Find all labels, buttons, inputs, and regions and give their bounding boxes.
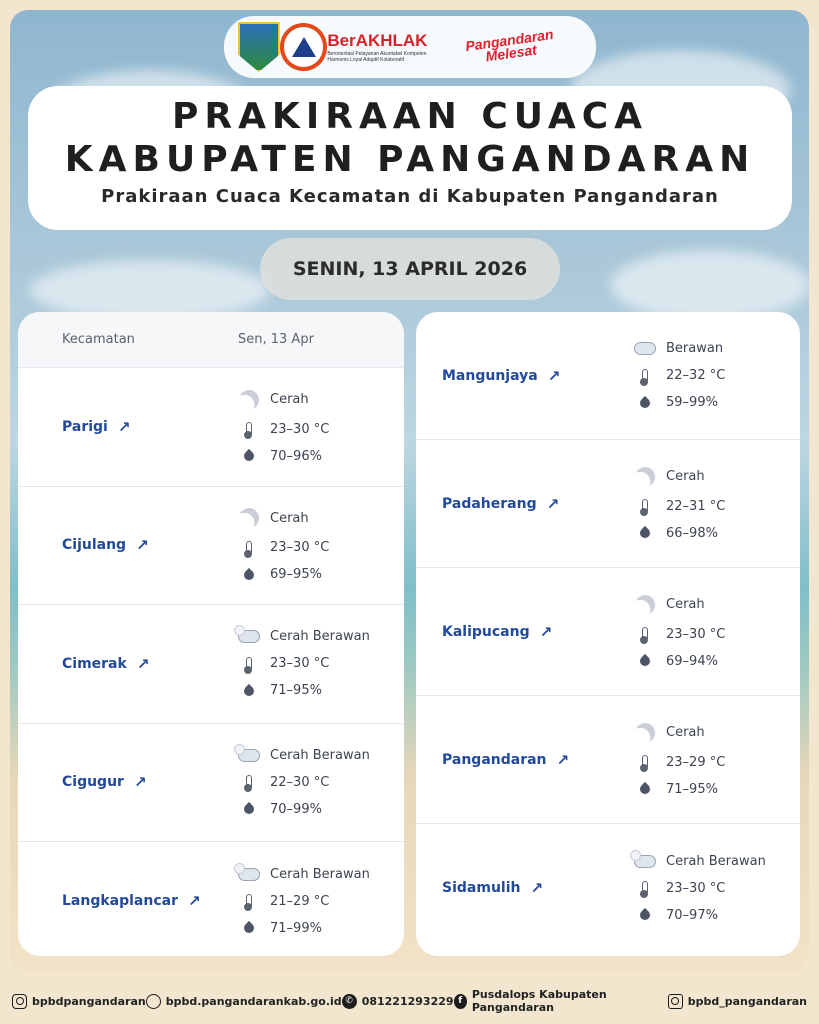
moon-icon [238,390,260,410]
district-link[interactable] [416,367,634,385]
temperature-range: 23–30 °C [666,880,726,896]
district-name[interactable]: Pangandaran [442,751,547,768]
footer-whatsapp[interactable]: ✆ 081221293229 [342,994,454,1009]
tiktok-icon [668,994,683,1009]
thermometer-icon [238,657,260,671]
thermometer-icon [634,369,656,383]
berakhlak-tagline: Berorientasi Pelayanan Akuntabel Kompeten Harmonis Loyal Adaptif Kolaboratif [327,51,427,63]
table-row [18,724,404,843]
humidity-range: 59–99% [666,395,718,410]
district-name[interactable]: Parigi [62,418,108,435]
temperature-range: 22–30 °C [270,774,330,790]
external-arrow-icon[interactable]: ↗ [136,536,149,555]
weather-condition: Cerah Berawan [270,747,370,763]
page-title-line2: KABUPATEN PANGANDARAN [64,139,756,180]
humidity-drop-icon [634,528,656,538]
date-badge: SENIN, 13 APRIL 2026 [260,238,560,300]
thermometer-icon [238,894,260,908]
humidity-drop-icon [238,923,260,933]
humidity-drop-icon [238,570,260,580]
weather-condition: Cerah [666,469,705,484]
regency-emblem-icon [238,22,280,72]
weather-condition: Cerah [270,510,309,526]
district-name[interactable]: Kalipucang [442,623,530,640]
moon-icon [634,723,656,743]
district-link[interactable] [18,655,238,673]
partly-cloudy-icon [238,630,260,643]
table-row [416,440,800,568]
thermometer-icon [634,755,656,769]
table-row [18,487,404,606]
whatsapp-icon: ✆ [342,994,357,1009]
thermometer-icon [238,541,260,555]
district-link[interactable] [18,892,238,910]
thermometer-icon [634,881,656,895]
berakhlak-logo [327,31,439,63]
weather-condition: Cerah Berawan [666,853,766,869]
humidity-range: 70–97% [666,907,718,923]
temperature-range: 22–31 °C [666,498,726,514]
external-arrow-icon[interactable]: ↗ [547,366,561,385]
forecast-cell [238,867,370,936]
footer-facebook[interactable]: f Pusdalops Kabupaten Pangandaran [454,988,668,1014]
table-row [18,368,404,487]
forecast-cell [634,723,725,797]
thermometer-icon [634,499,656,513]
district-link[interactable] [18,418,238,436]
table-row [416,568,800,696]
external-arrow-icon[interactable]: ↗ [530,879,544,897]
table-row [416,312,800,440]
humidity-drop-icon [238,804,260,814]
humidity-drop-icon [634,398,656,408]
district-link[interactable] [416,751,634,769]
table-header [18,312,404,368]
thermometer-icon [634,627,656,641]
partly-cloudy-icon [238,749,260,762]
district-name[interactable]: Cimerak [62,655,127,672]
footer-instagram[interactable]: bpbdpangandaran [12,994,146,1009]
forecast-cell [238,390,329,464]
district-name[interactable]: Padaherang [442,495,537,512]
title-box [28,86,792,230]
bpbd-logo-icon [280,23,328,71]
partly-cloudy-icon [634,855,656,868]
partly-cloudy-icon [238,868,260,881]
humidity-drop-icon [238,451,260,461]
table-row [416,824,800,952]
humidity-drop-icon [634,910,656,920]
moon-icon [634,595,656,615]
thermometer-icon [238,775,260,789]
district-name[interactable]: Mangunjaya [442,367,538,384]
forecast-table-left [18,312,404,956]
table-row [416,696,800,824]
external-arrow-icon[interactable]: ↗ [136,654,150,673]
district-name[interactable]: Cijulang [62,537,127,554]
instagram-icon [12,994,27,1009]
forecast-cell [634,341,725,410]
forecast-cell [238,748,370,817]
external-arrow-icon[interactable]: ↗ [133,773,147,792]
forecast-table-right [416,312,800,956]
district-name[interactable]: Sidamulih [442,880,521,896]
column-header-location: Kecamatan [62,332,135,347]
district-link[interactable] [416,623,634,641]
weather-condition: Cerah Berawan [270,866,370,882]
table-row [18,605,404,724]
humidity-range: 70–96% [270,448,322,464]
footer-tiktok[interactable]: bpbd_pangandaran [668,994,807,1009]
humidity-range: 71–95% [270,683,322,699]
humidity-range: 70–99% [270,801,322,817]
temperature-range: 23–30 °C [270,421,330,437]
footer [0,978,819,1024]
facebook-icon: f [454,994,467,1009]
weather-condition: Cerah [666,597,705,612]
external-arrow-icon[interactable]: ↗ [556,750,570,769]
external-arrow-icon[interactable]: ↗ [117,417,131,436]
external-arrow-icon[interactable]: ↗ [546,494,560,513]
temperature-range: 21–29 °C [270,893,330,909]
weather-condition: Cerah [270,392,309,408]
district-name[interactable]: Langkaplancar [62,893,178,910]
district-link[interactable] [416,495,634,513]
footer-website[interactable]: bpbd.pangandarankab.go.id [146,994,342,1009]
humidity-range: 71–95% [666,781,718,797]
humidity-drop-icon [238,686,260,696]
humidity-drop-icon [634,784,656,794]
forecast-cell [634,854,766,923]
humidity-range: 66–98% [666,525,718,541]
temperature-range: 23–30 °C [270,656,330,672]
logo-bar [224,16,596,78]
external-arrow-icon[interactable]: ↗ [539,622,553,641]
forecast-cell [634,595,725,669]
thermometer-icon [238,422,260,436]
column-header-date: Sen, 13 Apr [238,332,314,347]
district-name[interactable]: Cigugur [62,774,124,791]
page-subtitle: Prakiraan Cuaca Kecamatan di Kabupaten Pangandaran [101,186,719,207]
external-arrow-icon[interactable]: ↗ [188,892,201,911]
forecast-cell [634,467,725,541]
humidity-range: 69–95% [270,567,322,583]
district-link[interactable] [18,536,238,554]
globe-icon [146,994,161,1009]
moon-icon [238,508,260,528]
humidity-range: 71–99% [270,920,322,936]
weather-condition: Cerah Berawan [270,629,370,645]
district-link[interactable] [416,879,634,897]
cloud-icon [634,342,656,355]
district-link[interactable] [18,773,238,791]
berakhlak-text: BerAKHLAK [327,31,428,50]
page-title-line1: PRAKIRAAN CUACA [171,96,649,137]
table-row [18,842,404,956]
humidity-drop-icon [634,656,656,666]
weather-condition: Berawan [666,341,724,356]
temperature-range: 23–30 °C [270,540,330,556]
temperature-range: 22–32 °C [666,368,726,383]
moon-icon [634,467,656,487]
temperature-range: 23–29 °C [666,754,726,770]
forecast-cell [238,629,370,698]
forecast-cell [238,508,329,582]
weather-condition: Cerah [666,725,705,740]
campaign-logo: Pangandaran Melesat [464,25,555,65]
temperature-range: 23–30 °C [666,626,726,642]
humidity-range: 69–94% [666,653,718,669]
